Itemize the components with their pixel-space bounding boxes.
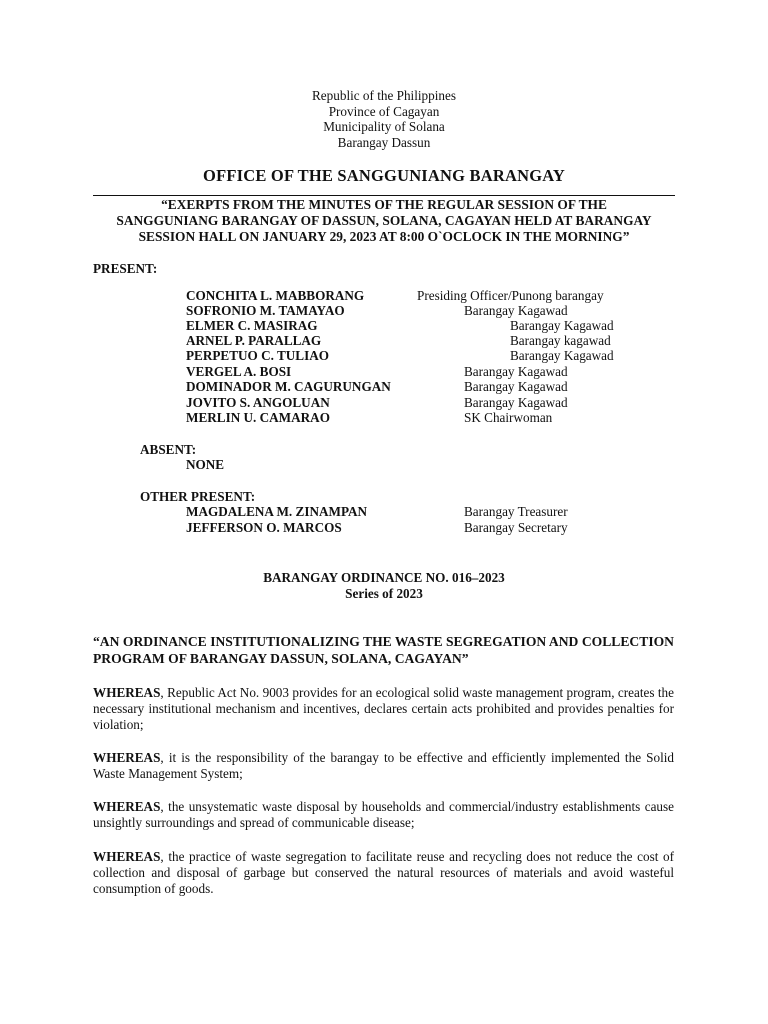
- attendee-position: Barangay Kagawad: [510, 318, 614, 333]
- attendee-position: Barangay Treasurer: [464, 504, 568, 519]
- attendee-name: JOVITO S. ANGOLUAN: [186, 395, 330, 410]
- whereas-text: , the practice of waste segregation to facilitate reuse and recycling does not reduce the cost of collection and disposal of garbage but conserved the natural resources of materials and avoid wasteful consumption of goods.: [93, 849, 674, 897]
- attendee-position: Barangay Kagawad: [510, 348, 614, 363]
- attendee-name: MERLIN U. CAMARAO: [186, 410, 330, 425]
- whereas-lead: WHEREAS: [93, 750, 161, 765]
- attendee-name: VERGEL A. BOSI: [186, 364, 292, 379]
- attendee-position: Barangay Kagawad: [464, 379, 568, 394]
- present-label: PRESENT:: [93, 261, 158, 276]
- letterhead-municipality: Municipality of Solana: [323, 119, 445, 135]
- header-divider: [93, 195, 675, 196]
- attendee-name: DOMINADOR M. CAGURUNGAN: [186, 379, 391, 394]
- attendee-name: ARNEL P. PARALLAG: [186, 333, 322, 348]
- whereas-text: , it is the responsibility of the barangay to be effective and efficiently implemented the Solid Waste Management System;: [93, 750, 674, 782]
- attendee-position: Barangay Kagawad: [464, 364, 568, 379]
- attendee-name: JEFFERSON O. MARCOS: [186, 520, 342, 535]
- ordinance-series: Series of 2023: [345, 586, 423, 601]
- attendee-position: Barangay Kagawad: [464, 395, 568, 410]
- session-exerpt-heading: [90, 197, 678, 244]
- whereas-clause: [93, 750, 674, 782]
- attendee-position: SK Chairwoman: [464, 410, 553, 425]
- attendee-name: SOFRONIO M. TAMAYAO: [186, 303, 345, 318]
- whereas-text: , Republic Act No. 9003 provides for an ecological solid waste management program, creates the necessary institutional mechanism and incentives, declares certain acts prohibited and provides penalties for violation;: [93, 685, 674, 733]
- whereas-clause: [93, 685, 674, 734]
- attendee-name: PERPETUO C. TULIAO: [186, 348, 330, 363]
- letterhead-province: Province of Cagayan: [328, 103, 440, 119]
- absent-value: NONE: [186, 457, 225, 472]
- exerpt-line-2: SANGGUNIANG BARANGAY OF DASSUN, SOLANA, CAGAYAN HELD AT BARANGAY: [116, 212, 652, 228]
- whereas-clause: [93, 799, 674, 831]
- exerpt-line-1: “EXERPTS FROM THE MINUTES OF THE REGULAR SESSION OF THE: [161, 197, 607, 212]
- whereas-lead: WHEREAS: [93, 799, 161, 814]
- attendee-position: Barangay kagawad: [510, 333, 611, 348]
- attendee-position: Presiding Officer/Punong barangay: [417, 288, 604, 303]
- whereas-lead: WHEREAS: [93, 685, 161, 700]
- exerpt-line-3: SESSION HALL ON JANUARY 29, 2023 AT 8:00 O`OCLOCK IN THE MORNING”: [138, 228, 630, 244]
- letterhead-barangay: Barangay Dassun: [337, 134, 431, 150]
- letterhead-republic: Republic of the Philippines: [312, 88, 456, 103]
- whereas-lead: WHEREAS: [93, 849, 161, 864]
- office-title: OFFICE OF THE SANGGUNIANG BARANGAY: [203, 166, 565, 185]
- other-present-label: OTHER PRESENT:: [140, 489, 256, 504]
- attendee-name: CONCHITA L. MABBORANG: [186, 288, 365, 303]
- whereas-text: , the unsystematic waste disposal by households and commercial/industry establishments cause unsightly surroundings and spread of communicable disease;: [93, 799, 674, 831]
- attendee-position: Barangay Kagawad: [464, 303, 568, 318]
- attendee-position: Barangay Secretary: [464, 520, 568, 535]
- attendee-name: MAGDALENA M. ZINAMPAN: [186, 504, 368, 519]
- letterhead: [0, 88, 768, 150]
- ordinance-number: BARANGAY ORDINANCE NO. 016–2023: [263, 570, 505, 585]
- whereas-clause: [93, 849, 674, 898]
- absent-label: ABSENT:: [140, 442, 197, 457]
- attendee-name: ELMER C. MASIRAG: [186, 318, 318, 333]
- ordinance-title: “AN ORDINANCE INSTITUTIONALIZING THE WASTE SEGREGATION AND COLLECTION PROGRAM OF BARANGAY DASSUN, SOLANA, CAGAYAN”: [93, 634, 674, 667]
